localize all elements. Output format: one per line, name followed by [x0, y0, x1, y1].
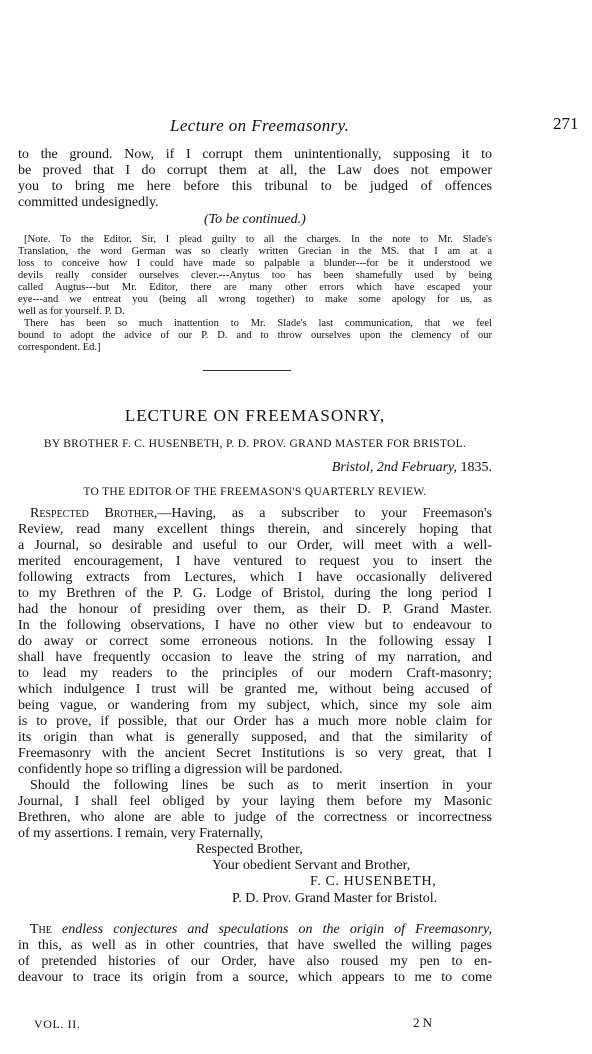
article-byline: BY BROTHER F. C. HUSENBETH, P. D. PROV. GRAND MASTER FOR BRISTOL. [43, 438, 467, 450]
essay-line: endless conjectures and speculations on the origin of Freemasonry, [51, 922, 492, 937]
text-line [18, 922, 492, 938]
editor-note [18, 234, 492, 354]
text-line: to the ground. Now, if I corrupt them unintentionally, supposing it to [18, 147, 492, 162]
note-line: well as for yourself. P. D. [18, 306, 125, 317]
text-line: of my assertions. I remain, very Fraternally, [18, 826, 264, 841]
closing-servant: Your obedient Servant and Brother, [212, 858, 411, 873]
text-line: Journal, I shall feel obliged by your laying them before my Masonic [18, 794, 492, 809]
text-line: do away or correct some erroneous notions. In the following essay I [18, 634, 492, 649]
text-line: Brethren, who alone are able to judge of the correctness or incorrectness [18, 810, 492, 825]
section-divider [203, 370, 291, 371]
page-number: 271 [553, 114, 579, 133]
text-line: following extracts from Lectures, which I have occasionally delivered [18, 570, 492, 585]
to-be-continued: (To be continued.) [204, 212, 306, 227]
letter-addressee: TO THE EDITOR OF THE FREEMASON'S QUARTERLY REVIEW. [83, 486, 427, 498]
dateline-year: 1835. [460, 460, 492, 475]
note-line: There has been so much inattention to Mr. Slade's last communication, that we feel [24, 318, 492, 329]
text-line: committed undesignedly. [18, 195, 159, 210]
text-line: you to bring me here before this tribunal to be judged of offences [18, 179, 492, 194]
text-line: which indulgence I trust will be granted me, without being accused of [18, 682, 492, 697]
text-line [18, 506, 492, 522]
text-line: is to prove, if possible, that our Order has a much more noble claim for [18, 714, 492, 729]
closing-title: P. D. Prov. Grand Master for Bristol. [232, 891, 438, 906]
note-line: eye---and we entreat you (being all wrong together) to make some apology for us, as [18, 294, 492, 305]
article-title: LECTURE ON FREEMASONRY, [124, 406, 386, 425]
text-line: in this, as well as in other countries, that have swelled the willing pages [18, 938, 492, 953]
opening-paragraph [18, 147, 492, 211]
dateline-place: Bristol, 2nd February, [331, 460, 457, 475]
closing-respected: Respected Brother, [196, 842, 303, 857]
letter-body [18, 506, 492, 842]
note-line: [Note. To the Editor. Sir, I plead guilty to all the charges. In the note to Mr. Slade's [24, 234, 492, 245]
text-line: to lead my readers to the principles of our modern Craft-masonry; [18, 666, 492, 681]
text-line: to my Brethren of the P. G. Lodge of Bristol, during the long period I [18, 586, 492, 601]
closing-name: F. C. HUSENBETH, [310, 874, 437, 889]
text-line: shall have frequently occasion to leave the string of my narration, and [18, 650, 492, 665]
note-line: bound to adopt the advice of our P. D. and to throw ourselves upon the clemency of our [18, 330, 492, 341]
note-line: called Augtus---but Mr. Editor, there are many other errors which have escaped your [18, 282, 492, 293]
note-line: correspondent. Ed.] [18, 342, 101, 353]
text-line: In the following observations, I have no other view but to endeavour to [18, 618, 492, 633]
note-line: loss to conceive how I could have made so palpable a blunder---for be it understood we [18, 258, 492, 269]
salutation-continuation: —Having, as a subscriber to your Freemason's [157, 506, 493, 521]
text-line: merited encouragement, I have ventured to request you to insert the [18, 554, 492, 569]
footer-signature-mark: 2 N [413, 1015, 433, 1030]
text-line: Freemasonry with the ancient Secret Institutions is so very great, that I [18, 746, 492, 761]
text-line: of pretended histories of our Order, have also roused my pen to en- [18, 954, 492, 969]
text-line: Should the following lines be such as to merit insertion in your [30, 778, 492, 793]
text-line: a Journal, so desirable and useful to our Order, will meet with a well- [18, 538, 492, 553]
text-line: its origin than what is generally supposed, and that the similarity of [18, 730, 492, 745]
salutation: Respected Brother, [30, 506, 158, 521]
footer-volume: VOL. II. [34, 1017, 81, 1031]
text-line: be proved that I do corrupt them at all, the Law does not empower [18, 163, 492, 178]
text-line: being vague, or wandering from my subject, which, since my sole aim [18, 698, 492, 713]
note-line: devils really consider ourselves clever.---Anytus too has been shamefully used by being [18, 270, 492, 281]
note-line: Translation, the word German was so clearly written Grecian in the MS. that I am at a [18, 246, 492, 257]
essay-first-word: The [30, 922, 52, 937]
text-line: Review, read many excellent things therein, and sincerely hoping that [18, 522, 492, 537]
running-title: Lecture on Freemasonry. [170, 116, 350, 135]
text-line: had the honour of presiding over them, as their D. P. Grand Master. [18, 602, 492, 617]
text-line: confidently hope so trifling a digression will be pardoned. [18, 762, 343, 777]
article-dateline [18, 460, 492, 476]
essay-opening [18, 922, 492, 986]
text-line: deavour to trace its origin from a source, which appears to me to come [18, 970, 492, 985]
